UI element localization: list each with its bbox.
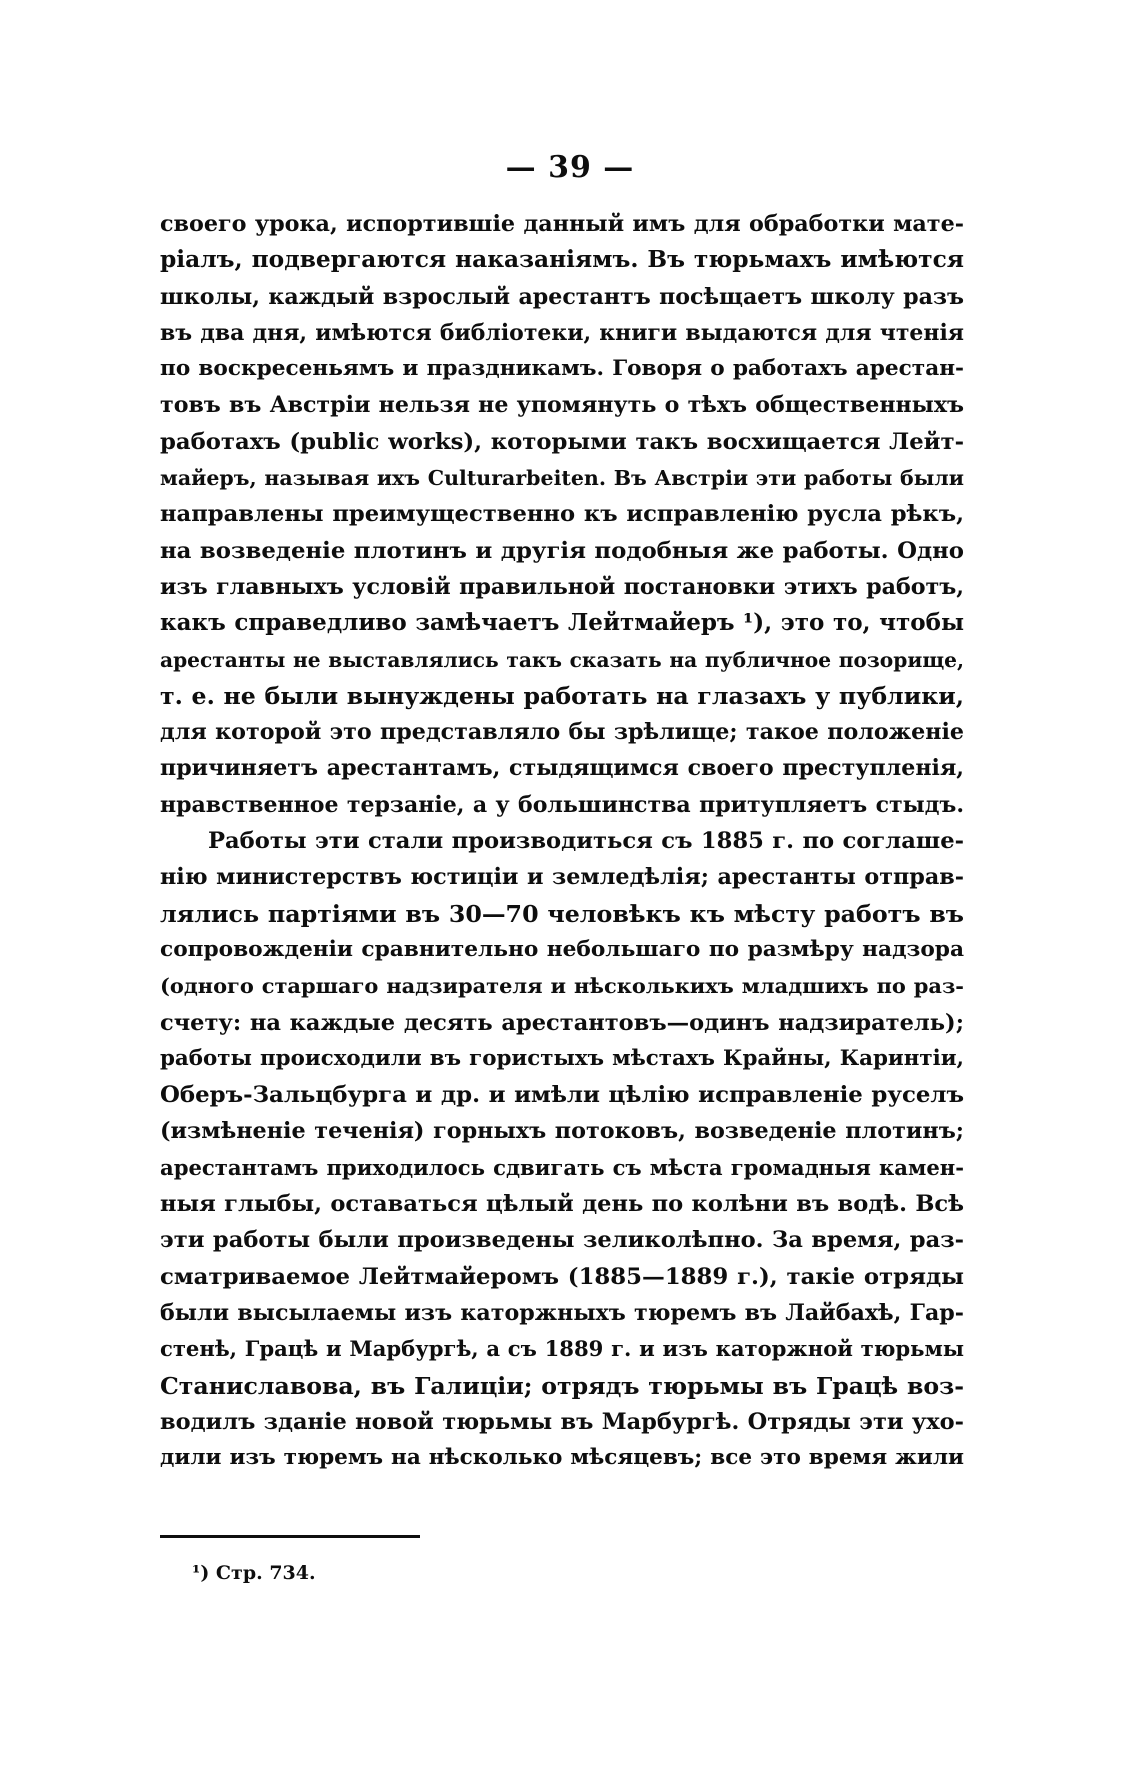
text-line: т. е. не были вынуждены работать на глазахъ у публики,	[160, 681, 964, 710]
body-text	[160, 206, 964, 1476]
text-line: арестантамъ приходилось сдвигать съ мѣста громадныя камен-	[160, 1154, 964, 1180]
text-line: Станиславова, въ Галиціи; отрядъ тюрьмы въ Грацѣ воз-	[160, 1371, 964, 1400]
text-line: Оберъ-Зальцбурга и др. и имѣли цѣлію исправленіе руселъ	[160, 1082, 964, 1109]
paragraph-start-line: Работы эти стали производиться съ 1885 г. по соглаше-	[208, 828, 964, 855]
text-line: направлены преимущественно къ исправленію русла рѣкъ,	[160, 501, 964, 528]
text-line: сопровожденіи сравнительно небольшаго по размѣру надзора	[160, 936, 964, 962]
text-line: работахъ (public works), которыми такъ восхищается Лейт-	[160, 428, 964, 455]
text-line: арестанты не выставлялись такъ сказать на публичное позорище,	[160, 647, 964, 672]
text-line: товъ въ Австріи нельзя не упомянуть о тѣхъ общественныхъ	[160, 392, 964, 419]
text-line: были высылаемы изъ каторжныхъ тюремъ въ Лайбахѣ, Гар-	[160, 1299, 964, 1326]
text-line: водилъ зданіе новой тюрьмы въ Марбургѣ. Отряды эти ухо-	[160, 1408, 964, 1435]
text-line: въ два дня, имѣются библіотеки, книги выдаются для чтенія	[160, 319, 964, 346]
text-line: нію министерствъ юстиціи и земледѣлія; арестанты отправ-	[160, 864, 964, 891]
text-line: эти работы были произведены зеликолѣпно. За время, раз-	[160, 1227, 964, 1254]
text-line: работы происходили въ гористыхъ мѣстахъ Крайны, Каринтіи,	[160, 1045, 964, 1071]
text-line: своего урока, испортившіе данный имъ для обработки мате-	[160, 211, 964, 237]
text-line: на возведеніе плотинъ и другія подобныя же работы. Одно	[160, 537, 964, 564]
text-line: изъ главныхъ условій правильной постановки этихъ работъ,	[160, 573, 964, 600]
text-line: для которой это представляло бы зрѣлище; такое положеніе	[160, 719, 964, 746]
text-line: дили изъ тюремъ на нѣсколько мѣсяцевъ; все это время жили	[160, 1445, 964, 1471]
text-line: ныя глыбы, оставаться цѣлый день по колѣни въ водѣ. Всѣ	[160, 1191, 964, 1218]
text-line: какъ справедливо замѣчаетъ Лейтмайеръ ¹), это то, чтобы	[160, 609, 964, 637]
text-line: майеръ, называя ихъ Culturarbeiten. Въ Австріи эти работы были	[160, 466, 964, 491]
paragraph-end-line: нравственное терзаніе, а у большинства притупляетъ стыдъ.	[160, 791, 964, 818]
footnote: ¹) Стр. 734.	[192, 1562, 316, 1584]
text-line: ріалъ, подвергаются наказаніямъ. Въ тюрьмахъ имѣются	[160, 246, 964, 274]
text-line: счету: на каждые десять арестантовъ—одинъ надзиратель);	[160, 1009, 964, 1036]
footnote-divider	[160, 1535, 420, 1538]
text-line: (одного старшаго надзирателя и нѣсколькихъ младшихъ по раз-	[160, 973, 964, 999]
text-line: стенѣ, Грацѣ и Марбургѣ, а съ 1889 г. и изъ каторжной тюрьмы	[160, 1336, 964, 1362]
text-line: сматриваемое Лейтмайеромъ (1885—1889 г.), такіе отряды	[160, 1263, 964, 1290]
text-line: причиняетъ арестантамъ, стыдящимся своего преступленія,	[160, 755, 964, 782]
text-line: лялись партіями въ 30—70 человѣкъ къ мѣсту работъ въ	[160, 899, 964, 928]
text-line: по воскресеньямъ и праздникамъ. Говоря о работахъ арестан-	[160, 356, 964, 382]
page-number: — 39 —	[505, 150, 635, 185]
text-line: (измѣненіе теченія) горныхъ потоковъ, возведеніе плотинъ;	[160, 1118, 964, 1145]
text-line: школы, каждый взрослый арестантъ посѣщаетъ школу разъ	[160, 283, 964, 310]
